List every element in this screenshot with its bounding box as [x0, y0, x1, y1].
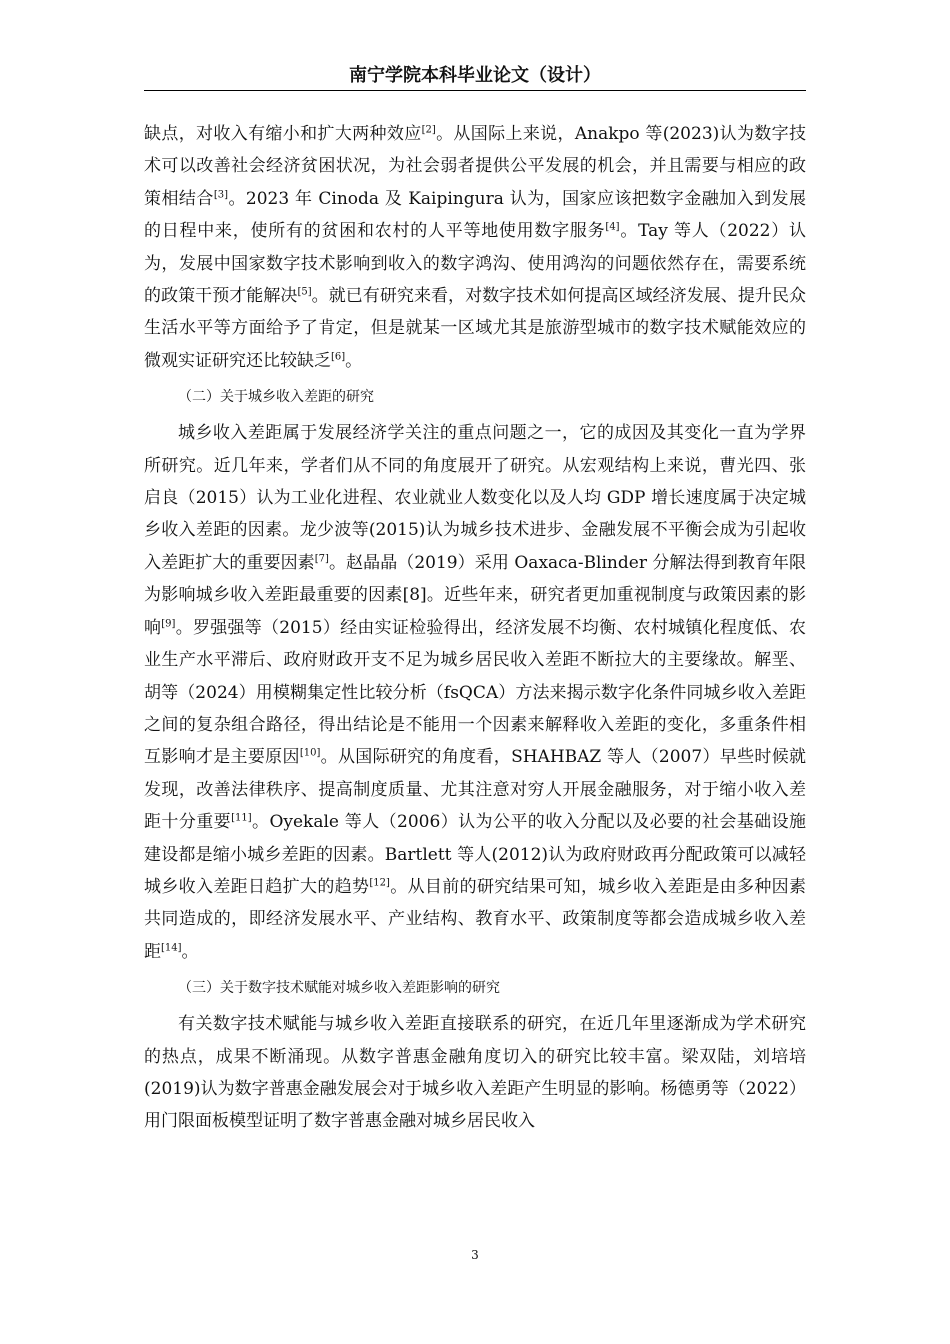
text-span: 有关数字技术赋能与城乡收入差距直接联系的研究，在近几年里逐渐成为学术研究的热点，成果不断涌现。从数字普惠金融角度切入的研究比较丰富。梁双陆，刘培培(2019)认为数字普惠金融发展会对于城乡收入差距产生明显的影响。杨德勇等（2022）用门限面板模型证明了数字普惠金融对城乡居民收入 [144, 1014, 806, 1132]
text-span: 缺点，对收入有缩小和扩大两种效应 [144, 124, 422, 144]
document-header: 南宁学院本科毕业论文（设计） [349, 65, 601, 86]
citation-14: [14] [161, 942, 182, 954]
citation-2: [2] [421, 124, 436, 136]
text-span: 。从国际研究的角度看，SHAHBAZ 等人（2007）早些时候就发现，改善法律秩序、提高制度质量、尤其注意对穷人开展金融服务，对于缩小收入差距十分重要 [144, 747, 807, 833]
paragraph-urban-rural-gap [144, 417, 806, 968]
text-span: 。Tay 等人（2022）认为，发展中国家数字技术影响到收入的数字鸿沟、使用鸿沟的问题依然存在，需要系统的政策干预才能解决 [144, 221, 806, 307]
section-heading-digital-tech-impact: （三）关于数字技术赋能对城乡收入差距影响的研究 [178, 980, 500, 997]
text-span: 。 [181, 941, 199, 962]
text-span: 。就已有研究来看，对数字技术如何提高区域经济发展、提升民众生活水平等方面给予了肯定，但是就某一区域尤其是旅游型城市的数字技术赋能效应的微观实证研究还比较缺乏 [144, 286, 807, 371]
text-span: 。Oyekale 等人（2006）认为公平的收入分配以及必要的社会基础设施建设都是缩小城乡差距的因素。Bartlett 等人(2012)认为政府财政再分配政策可以减轻城乡收入差距日趋扩大的趋势 [144, 812, 807, 897]
text-span: 城乡收入差距属于发展经济学关注的重点问题之一，它的成因及其变化一直为学界所研究。近几年来，学者们从不同的角度展开了研究。从宏观结构上来说，曹光四、张启良（2015）认为工业化进程、农业就业人数变化以及人均 GDP 增长速度属于决定城乡收入差距的因素。龙少波等(2015)认为城乡技术进步、金融发展不平衡会成为引起收入差距扩大的重要因素 [144, 423, 806, 573]
citation-4: [4] [605, 221, 620, 233]
text-span: 。2023 年 Cinoda 及 Kaipingura 认为，国家应该把数字金融加入到发展的日程中来，使所有的贫困和农村的人平等地使用数字服务 [144, 188, 807, 242]
text-span: 。从目前的研究结果可知，城乡收入差距是由多种因素共同造成的，即经济发展水平、产业结构、教育水平、政策制度等都会造成城乡收入差距 [144, 876, 807, 962]
page-body [144, 118, 806, 1138]
text-span: 。 [345, 350, 363, 371]
citation-5: [5] [297, 286, 312, 298]
text-span: 。赵晶晶（2019）采用 Oaxaca-Blinder 分解法得到教育年限为影响城乡收入差距最重要的因素[8]。近些年来，研究者更加重视制度与政策因素的影响 [144, 552, 807, 638]
section-heading-urban-rural-gap: （二）关于城乡收入差距的研究 [178, 389, 374, 406]
text-span: 。罗强强等（2015）经由实证检验得出，经济发展不均衡、农村城镇化程度低、农业生产水平滞后、政府财政开支不足为城乡居民收入差距不断拉大的主要缘故。解垩、胡等（2024）用模糊集定性比较分析（fsQCA）方法来揭示数字化条件同城乡收入差距之间的复杂组合路径，得出结论是不能用一个因素来解释收入差距的变化，多重条件相互影响才是主要原因 [144, 617, 806, 768]
citation-7: [7] [314, 553, 329, 565]
header-rule [144, 90, 806, 91]
text-span: 。从国际上来说，Anakpo 等(2023)认为数字技术可以改善社会经济贫困状况，为社会弱者提供公平发展的机会，并且需要与相应的政策相结合 [144, 124, 806, 209]
citation-9: [9] [161, 618, 176, 630]
page-number: 3 [471, 1248, 479, 1262]
citation-10: [10] [299, 747, 321, 759]
citation-12: [12] [369, 877, 390, 889]
paragraph-digital-tech-impact [144, 1008, 806, 1138]
citation-11: [11] [231, 812, 252, 824]
citation-6: [6] [331, 351, 346, 363]
citation-3: [3] [213, 189, 229, 201]
paragraph-international-research [144, 118, 806, 377]
